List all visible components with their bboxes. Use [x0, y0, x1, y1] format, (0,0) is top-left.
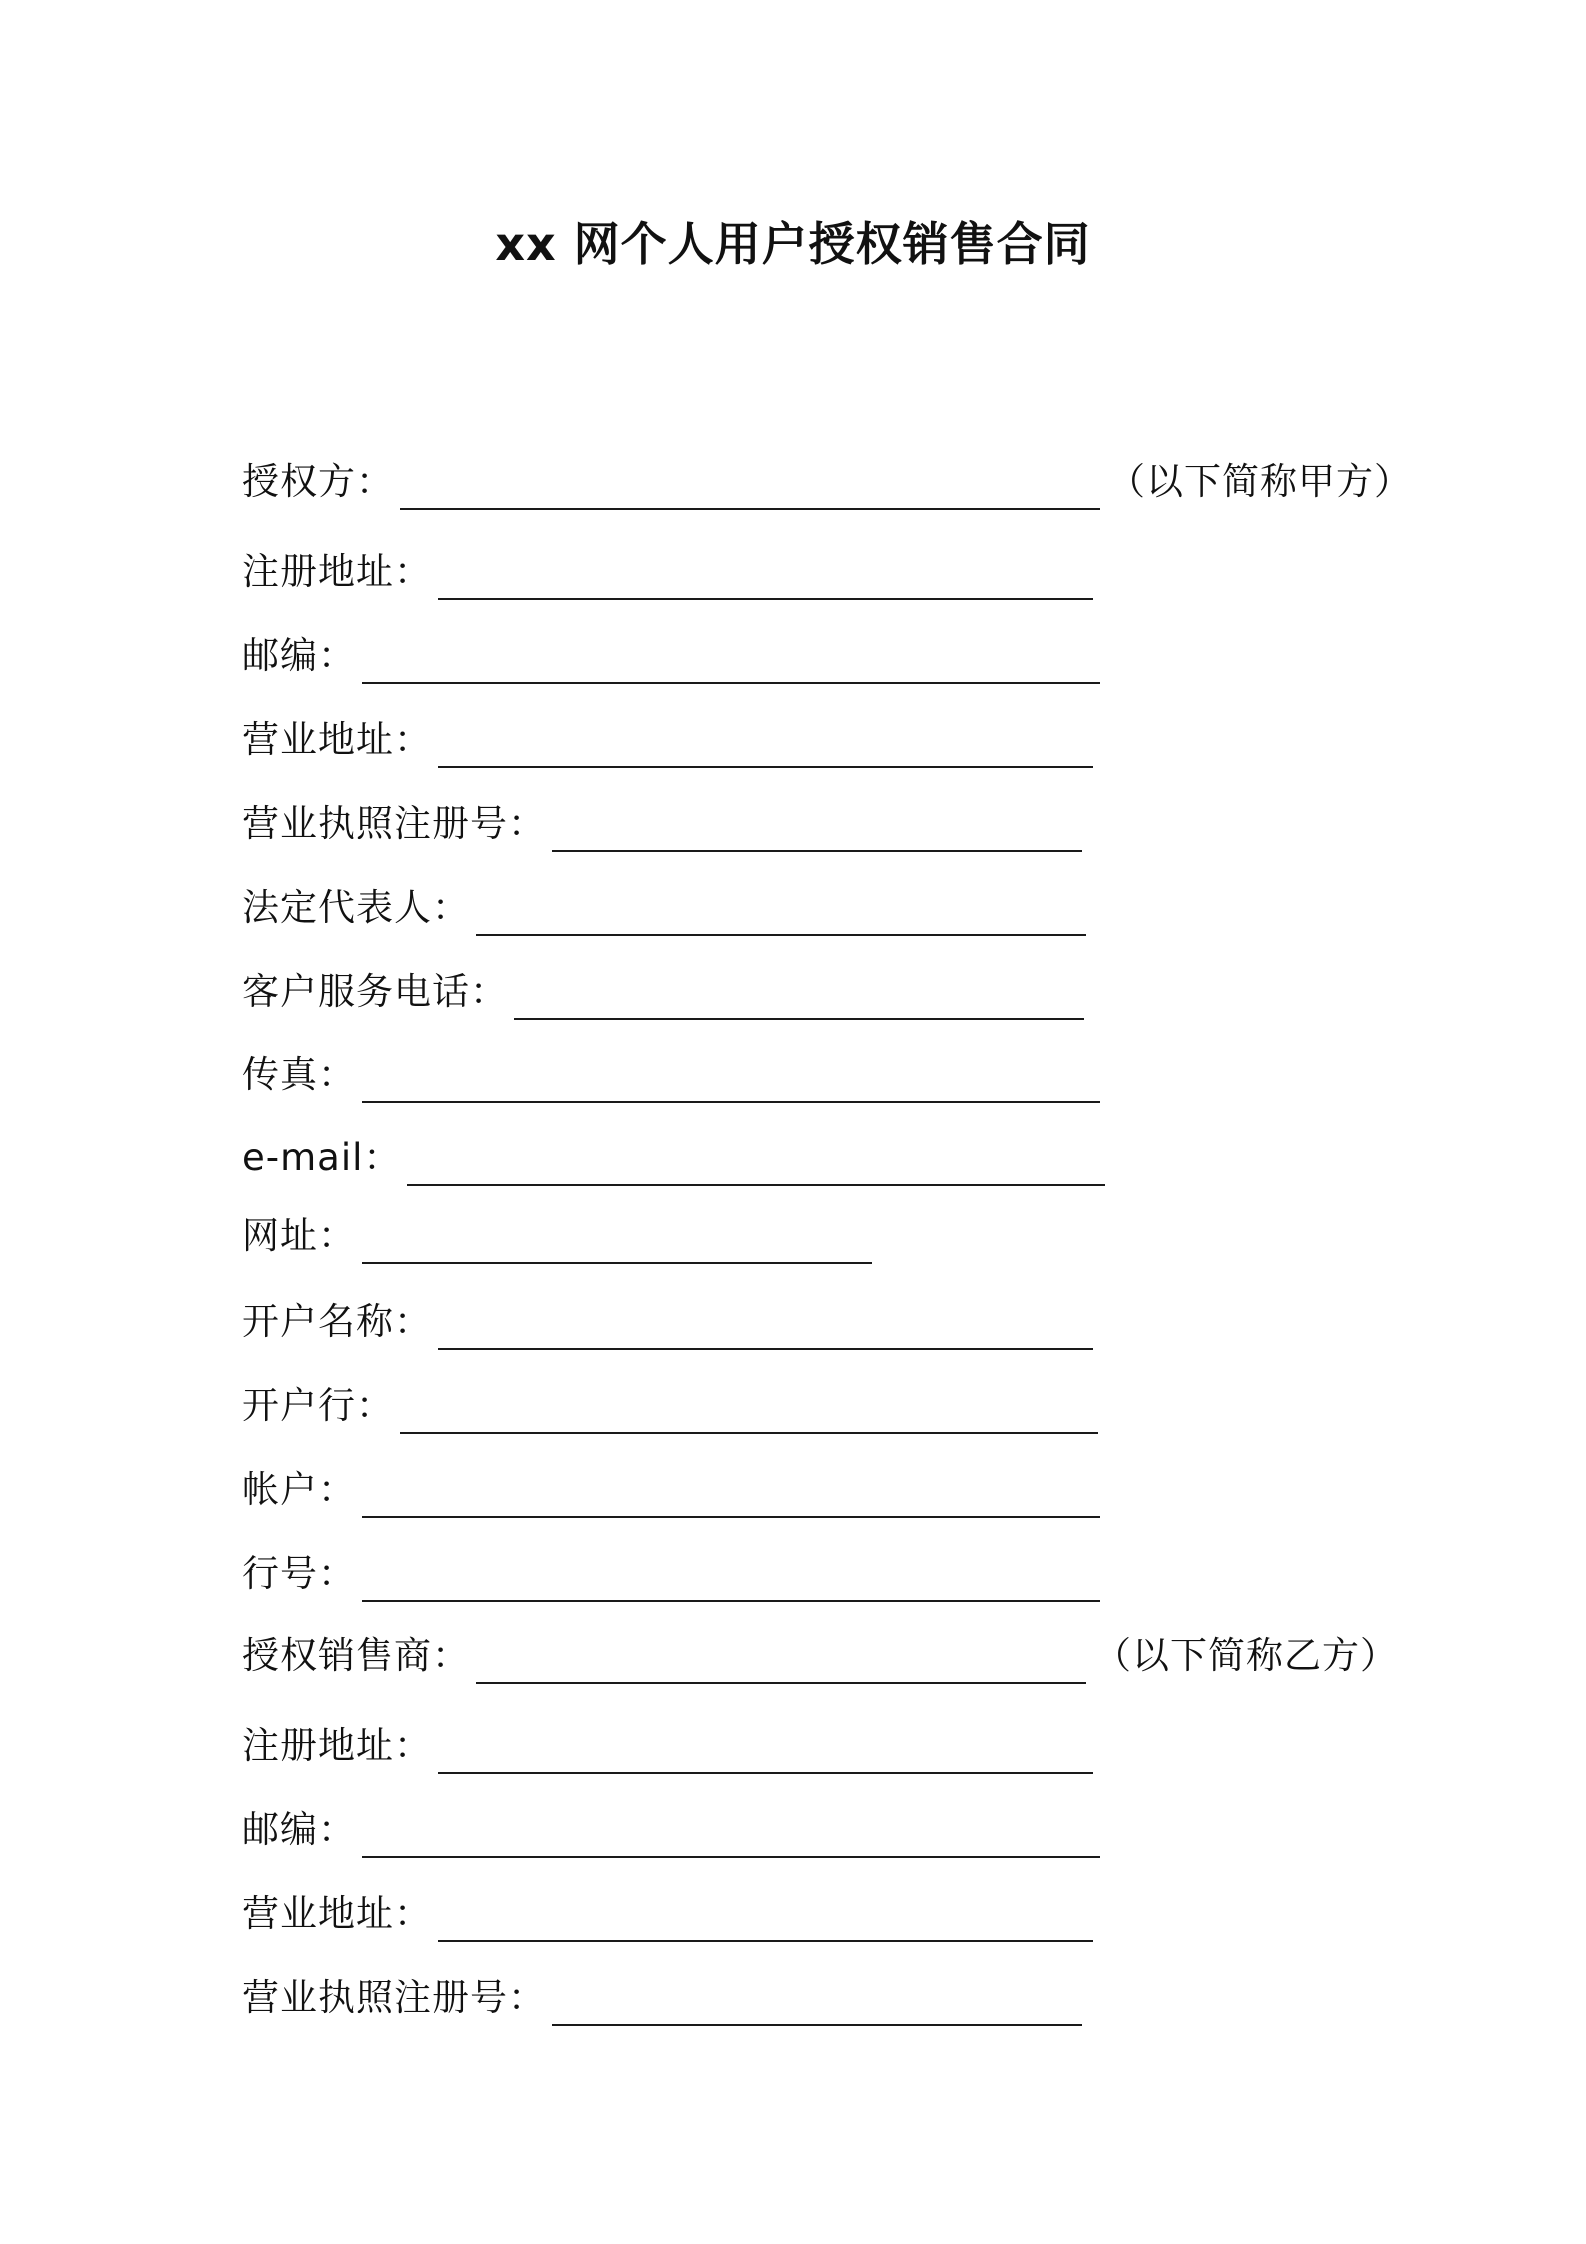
- field-label: e-mail：: [242, 1136, 402, 1179]
- field-label: 授权销售商：: [242, 1634, 470, 1677]
- fill-blank[interactable]: [362, 1546, 1100, 1602]
- fill-blank[interactable]: [400, 1378, 1098, 1434]
- field-authorized-reseller: [242, 1624, 1398, 1684]
- field-label: 注册地址：: [242, 550, 432, 593]
- field-label: 帐户：: [242, 1468, 356, 1511]
- field-label: 开户行：: [242, 1384, 394, 1427]
- field-label: 营业执照注册号：: [242, 1976, 546, 2019]
- field-registered-address: [242, 540, 1093, 600]
- field-grantor: [242, 450, 1412, 510]
- fill-blank[interactable]: [438, 1886, 1093, 1942]
- fill-blank[interactable]: [438, 1718, 1093, 1774]
- field-label: 邮编：: [242, 1808, 356, 1851]
- field-website: [242, 1204, 872, 1264]
- fill-blank[interactable]: [400, 454, 1100, 510]
- field-label: 网址：: [242, 1214, 356, 1257]
- field-postcode-b: [242, 1798, 1100, 1858]
- fill-blank[interactable]: [476, 880, 1086, 936]
- fill-blank[interactable]: [438, 544, 1093, 600]
- document-title: xx 网个人用户授权销售合同: [495, 217, 1091, 271]
- field-label: 营业地址：: [242, 1892, 432, 1935]
- fill-blank[interactable]: [438, 1294, 1093, 1350]
- field-label: 传真：: [242, 1053, 356, 1096]
- fill-blank[interactable]: [407, 1130, 1105, 1186]
- field-label: 营业地址：: [242, 718, 432, 761]
- field-suffix: （以下简称乙方）: [1094, 1634, 1398, 1677]
- fill-blank[interactable]: [362, 1802, 1100, 1858]
- fill-blank[interactable]: [438, 712, 1093, 768]
- field-account: [242, 1458, 1100, 1518]
- field-label: 邮编：: [242, 634, 356, 677]
- field-bank-code: [242, 1542, 1100, 1602]
- field-label: 注册地址：: [242, 1724, 432, 1767]
- field-license-number: [242, 792, 1082, 852]
- field-label: 营业执照注册号：: [242, 802, 546, 845]
- fill-blank[interactable]: [552, 796, 1082, 852]
- field-service-phone: [242, 960, 1084, 1020]
- field-license-number-b: [242, 1966, 1082, 2026]
- field-label: 行号：: [242, 1552, 356, 1595]
- field-label: 授权方：: [242, 460, 394, 503]
- field-bank: [242, 1374, 1098, 1434]
- field-business-address-b: [242, 1882, 1093, 1942]
- fill-blank[interactable]: [476, 1628, 1086, 1684]
- field-label: 客户服务电话：: [242, 970, 508, 1013]
- fill-blank[interactable]: [362, 1047, 1100, 1103]
- fill-blank[interactable]: [552, 1970, 1082, 2026]
- fill-blank[interactable]: [514, 964, 1084, 1020]
- field-label: 法定代表人：: [242, 886, 470, 929]
- field-legal-representative: [242, 876, 1086, 936]
- field-postcode: [242, 624, 1100, 684]
- fill-blank[interactable]: [362, 1462, 1100, 1518]
- field-registered-address-b: [242, 1714, 1093, 1774]
- field-business-address: [242, 708, 1093, 768]
- fill-blank[interactable]: [362, 628, 1100, 684]
- field-suffix: （以下简称甲方）: [1108, 460, 1412, 503]
- fill-blank[interactable]: [362, 1208, 872, 1264]
- field-email: [242, 1126, 1105, 1186]
- field-label: 开户名称：: [242, 1300, 432, 1343]
- field-fax: [242, 1043, 1100, 1103]
- field-account-name: [242, 1290, 1093, 1350]
